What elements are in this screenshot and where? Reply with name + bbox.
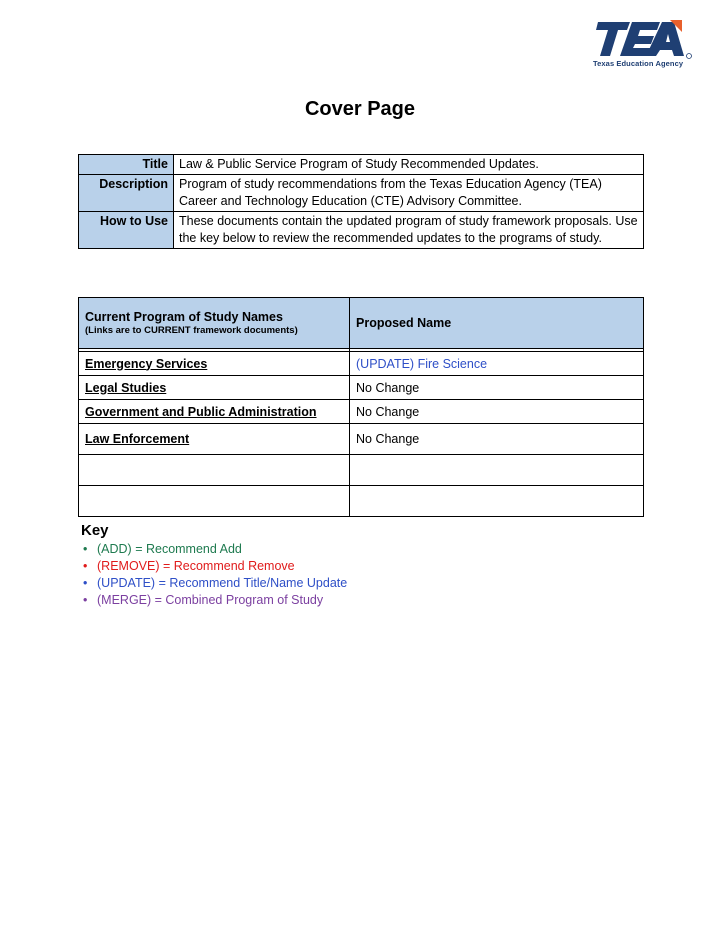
current-cell bbox=[79, 352, 350, 376]
key-section bbox=[81, 522, 347, 609]
current-cell bbox=[79, 400, 350, 424]
bullet-icon: • bbox=[83, 559, 88, 573]
key-item-text: (ADD) = Recommend Add bbox=[97, 542, 242, 556]
header-current bbox=[79, 298, 350, 349]
proposed-cell: No Change bbox=[350, 424, 644, 455]
header-current-sub: (Links are to CURRENT framework documents) bbox=[85, 325, 298, 336]
info-label: Title bbox=[79, 155, 174, 175]
proposed-cell: (UPDATE) Fire Science bbox=[350, 352, 644, 376]
program-table-header bbox=[79, 298, 644, 349]
table-row bbox=[79, 400, 644, 424]
proposed-cell bbox=[350, 455, 644, 486]
program-link-government-public-administration[interactable]: Government and Public Administration bbox=[85, 404, 317, 419]
program-table bbox=[78, 297, 644, 517]
bullet-icon: • bbox=[83, 542, 88, 556]
key-item-text: (UPDATE) = Recommend Title/Name Update bbox=[97, 576, 348, 590]
table-row bbox=[79, 486, 644, 517]
info-row-title bbox=[79, 155, 644, 175]
key-item-merge bbox=[81, 592, 347, 609]
program-link-law-enforcement[interactable]: Law Enforcement bbox=[85, 432, 190, 446]
page-title: Cover Page bbox=[304, 98, 416, 120]
key-item-remove bbox=[81, 558, 347, 575]
proposed-cell: No Change bbox=[350, 376, 644, 400]
program-link-emergency-services[interactable]: Emergency Services bbox=[85, 356, 208, 371]
header-current-label: Current Program of Study Names bbox=[85, 310, 283, 324]
table-row bbox=[79, 376, 644, 400]
proposed-cell: No Change bbox=[350, 400, 644, 424]
info-row-description bbox=[79, 175, 644, 212]
key-list bbox=[81, 541, 347, 609]
bullet-icon: • bbox=[83, 576, 88, 590]
key-item-text: (MERGE) = Combined Program of Study bbox=[97, 593, 324, 607]
key-item-add bbox=[81, 541, 347, 558]
current-cell bbox=[79, 486, 350, 517]
logo-subtitle: Texas Education Agency bbox=[593, 59, 684, 68]
info-row-how-to-use bbox=[79, 212, 644, 249]
key-item-text: (REMOVE) = Recommend Remove bbox=[97, 559, 295, 573]
info-label: Description bbox=[79, 175, 174, 212]
tea-logo-icon bbox=[590, 18, 694, 60]
program-link-legal-studies[interactable]: Legal Studies bbox=[85, 380, 167, 395]
current-cell bbox=[79, 424, 350, 455]
info-value: Law & Public Service Program of Study Recommended Updates. bbox=[174, 155, 644, 175]
bullet-icon: • bbox=[83, 593, 88, 607]
current-cell bbox=[79, 376, 350, 400]
table-row bbox=[79, 455, 644, 486]
table-row bbox=[79, 352, 644, 376]
header-proposed: Proposed Name bbox=[350, 298, 644, 349]
info-value: These documents contain the updated program of study framework proposals. Use the key below to review the recommended updates to the programs of study. bbox=[174, 212, 644, 249]
info-label: How to Use bbox=[79, 212, 174, 249]
table-row bbox=[79, 424, 644, 455]
proposed-cell bbox=[350, 486, 644, 517]
key-item-update bbox=[81, 575, 347, 592]
info-table bbox=[78, 154, 644, 249]
current-cell bbox=[79, 455, 350, 486]
key-title: Key bbox=[81, 522, 109, 539]
info-value: Program of study recommendations from the Texas Education Agency (TEA) Career and Technology Education (CTE) Advisory Committee. bbox=[174, 175, 644, 212]
